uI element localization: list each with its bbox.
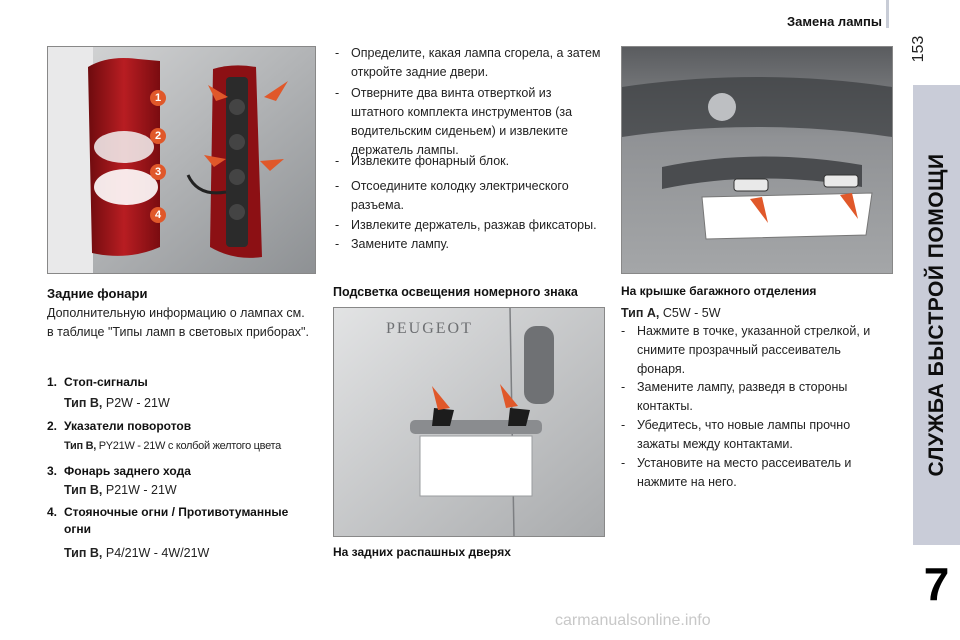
lamp-type: Тип B, PY21W - 21W с колбой желтого цвета	[64, 440, 281, 452]
lamp-item: 4. Стояночные огни / Противотуманные огни Тип B, P4/21W - 4W/21W	[47, 505, 289, 560]
step-item: - Определите, какая лампа сгорела, а затем откройте задние двери.	[335, 46, 601, 79]
tailgate-heading: На крышке багажного отделения	[621, 284, 817, 298]
lamp-item: 1. Стоп-сигналы Тип B, P2W - 21W	[47, 375, 170, 410]
step-item: - Замените лампу.	[335, 237, 450, 251]
rear-doors-image	[333, 307, 605, 537]
rear-lights-heading: Задние фонари	[47, 286, 148, 301]
step-item: - Замените лампу, разведя в стороны контакты.	[621, 380, 848, 413]
watermark: carmanualsonline.info	[555, 612, 711, 629]
step-item: - Извлеките держатель, разжав фиксаторы.	[335, 218, 597, 232]
step-item: - Извлеките фонарный блок.	[335, 154, 510, 168]
chapter-number: 7	[913, 545, 960, 620]
section-title: СЛУЖБА БЫСТРОЙ ПОМОЩИ	[924, 153, 948, 477]
rear-light-image	[47, 46, 316, 274]
callout-2: 2	[150, 128, 166, 144]
tailgate-illustration	[622, 47, 892, 273]
step-item: - Отверните два винта отверткой из штатного комплекта инструментов (за водительским сиденьем) и извлеките держатель лампы.	[335, 86, 573, 157]
lamp-type: Тип B, P4/21W - 4W/21W	[64, 546, 210, 560]
lamp-type: Тип B, P21W - 21W	[64, 483, 177, 497]
lamp-item: 2. Указатели поворотов Тип B, PY21W - 21W с колбой желтого цвета	[47, 419, 281, 452]
step-item: - Убедитесь, что новые лампы прочно зажаты между контактами.	[621, 418, 851, 451]
lamp-type: Тип B, P2W - 21W	[64, 396, 170, 410]
rear-light-illustration	[48, 47, 315, 273]
running-header: Замена лампы	[787, 14, 882, 29]
step-item: - Отсоедините колодку электрического разъема.	[335, 179, 569, 212]
header-divider	[886, 0, 889, 28]
step-item: - Нажмите в точке, указанной стрелкой, и снимите прозрачный рассеиватель фонаря.	[621, 324, 871, 376]
brand-lettering: PEUGEOT	[386, 320, 473, 337]
callout-4: 4	[150, 207, 166, 223]
rear-doors-illustration	[334, 308, 604, 536]
callout-1: 1	[150, 90, 166, 106]
page-number: 153	[910, 35, 927, 63]
tailgate-lamp-type: Тип A, C5W - 5W	[621, 306, 721, 320]
rear-doors-caption: На задних распашных дверях	[333, 545, 511, 559]
step-item: - Установите на место рассеиватель и нажмите на него.	[621, 456, 852, 489]
tailgate-image	[621, 46, 893, 274]
lamp-list	[47, 372, 322, 574]
rear-lights-intro: Дополнительную информацию о лампах см. в таблице "Типы ламп в световых приборах".	[47, 306, 309, 339]
callout-3: 3	[150, 164, 166, 180]
plate-light-heading: Подсветка освещения номерного знака	[333, 285, 578, 299]
lamp-item: 3. Фонарь заднего хода Тип B, P21W - 21W	[47, 464, 191, 497]
